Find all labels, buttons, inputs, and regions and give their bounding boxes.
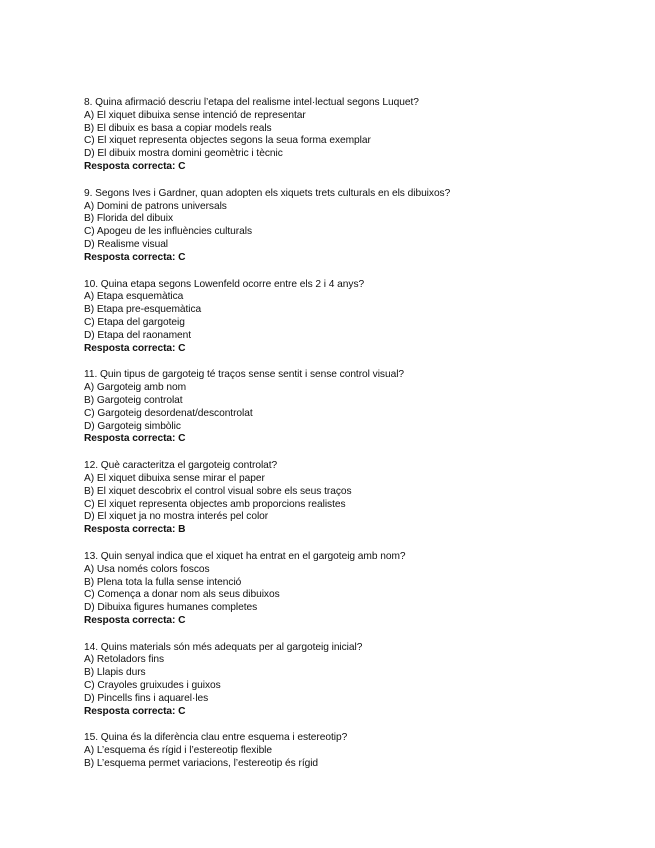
question-list — [84, 97, 584, 785]
option-b: B) Etapa pre-esquemàtica — [84, 304, 202, 316]
option-d: D) Realisme visual — [84, 238, 169, 250]
option-a: A) El xiquet dibuixa sense mirar el paper — [84, 472, 265, 484]
question-text: 11. Quin tipus de gargoteig té traços sense sentit i sense control visual? — [84, 369, 405, 381]
option-b: B) Llapis durs — [84, 667, 146, 679]
option-a: A) Usa només colors foscos — [84, 563, 210, 575]
question-11 — [84, 369, 584, 446]
option-c: C) Crayoles gruixudes i guixos — [84, 680, 221, 692]
question-12 — [84, 460, 584, 537]
question-text: 13. Quin senyal indica que el xiquet ha entrat en el gargoteig amb nom? — [84, 550, 406, 562]
question-15 — [84, 732, 584, 770]
option-a: A) Etapa esquemàtica — [84, 291, 184, 303]
option-d: D) El xiquet ja no mostra interés pel color — [84, 511, 269, 523]
option-d: D) Gargoteig simbòlic — [84, 420, 181, 432]
option-b: B) El dibuix es basa a copiar models reals — [84, 122, 272, 134]
option-c: C) Etapa del gargoteig — [84, 316, 185, 328]
correct-answer: Resposta correcta: C — [84, 251, 186, 263]
question-8 — [84, 97, 584, 174]
option-b: B) Gargoteig controlat — [84, 394, 183, 406]
option-c: C) Apogeu de les influències culturals — [84, 226, 252, 238]
option-c: C) Comença a donar nom als seus dibuixos — [84, 589, 280, 601]
question-9 — [84, 188, 584, 265]
option-a: A) El xiquet dibuixa sense intenció de representar — [84, 109, 306, 121]
correct-answer: Resposta correcta: C — [84, 433, 186, 445]
option-c: C) Gargoteig desordenat/descontrolat — [84, 407, 253, 419]
option-c: C) El xiquet representa objectes segons la seua forma exemplar — [84, 135, 371, 147]
option-a: A) Gargoteig amb nom — [84, 382, 187, 394]
option-c: C) El xiquet representa objectes amb proporcions realistes — [84, 498, 346, 510]
question-text: 10. Quina etapa segons Lowenfeld ocorre entre els 2 i 4 anys? — [84, 278, 365, 290]
question-text: 15. Quina és la diferència clau entre esquema i estereotip? — [84, 732, 348, 744]
option-a: A) Retoladors fins — [84, 654, 165, 666]
option-d: D) Pincells fins i aquarel·les — [84, 692, 209, 704]
question-text: 14. Quins materials són més adequats per al gargoteig inicial? — [84, 641, 363, 653]
option-d: D) El dibuix mostra domini geomètric i tècnic — [84, 148, 283, 160]
option-b: B) El xiquet descobrix el control visual sobre els seus traços — [84, 485, 352, 497]
correct-answer: Resposta correcta: C — [84, 614, 186, 626]
correct-answer: Resposta correcta: C — [84, 705, 186, 717]
option-d: D) Etapa del raonament — [84, 329, 192, 341]
question-text: 9. Segons Ives i Gardner, quan adopten els xiquets trets culturals en els dibuixos? — [84, 187, 451, 199]
question-13 — [84, 551, 584, 628]
option-b: B) Florida del dibuix — [84, 213, 173, 225]
option-a: A) Domini de patrons universals — [84, 200, 227, 212]
correct-answer: Resposta correcta: C — [84, 342, 186, 354]
option-b: B) Plena tota la fulla sense intenció — [84, 576, 242, 588]
option-a: A) L’esquema és rígid i l’estereotip flexible — [84, 745, 273, 757]
option-b: B) L’esquema permet variacions, l’estereotip és rígid — [84, 758, 319, 770]
question-text: 8. Quina afirmació descriu l’etapa del realisme intel·lectual segons Luquet? — [84, 97, 419, 108]
correct-answer: Resposta correcta: C — [84, 160, 186, 172]
option-d: D) Dibuixa figures humanes completes — [84, 602, 258, 614]
correct-answer: Resposta correcta: B — [84, 524, 186, 536]
question-14 — [84, 642, 584, 719]
question-text: 12. Què caracteritza el gargoteig controlat? — [84, 460, 278, 472]
question-10 — [84, 279, 584, 356]
